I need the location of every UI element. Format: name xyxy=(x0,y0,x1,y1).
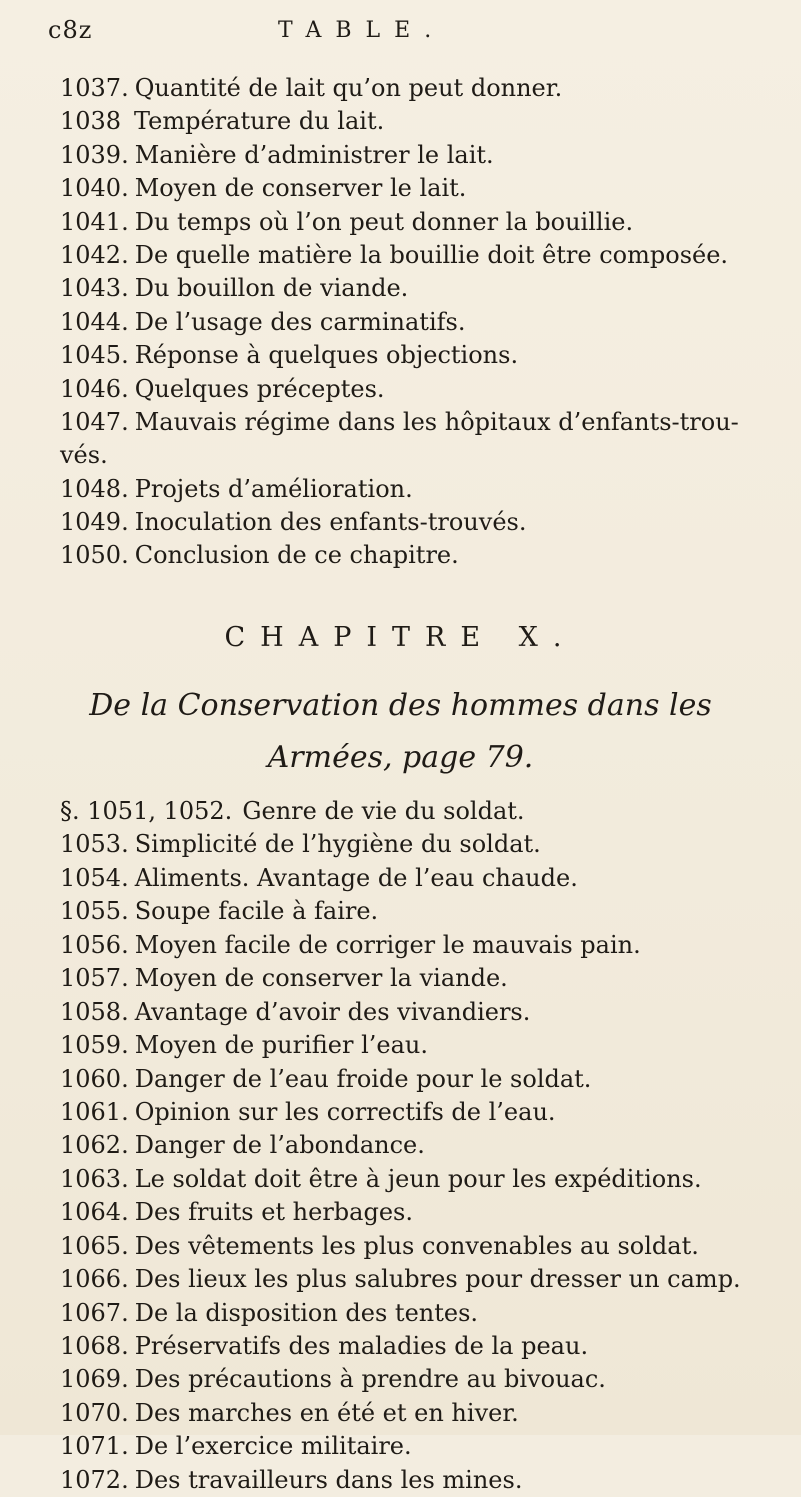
table-entry xyxy=(0,473,801,506)
entry-number: 1042. xyxy=(60,240,129,269)
entry-number: 1063. xyxy=(60,1164,129,1193)
table-entry-continuation xyxy=(0,439,801,472)
entry-text: Moyen de conserver la viande. xyxy=(134,964,508,993)
table-entry xyxy=(0,1297,801,1330)
entry-number: 1061. xyxy=(60,1097,129,1126)
entry-text: De l’exercice militaire. xyxy=(134,1432,412,1461)
entry-text: Réponse à quelques objections. xyxy=(134,341,519,370)
entry-number: 1045. xyxy=(60,341,129,370)
entry-number: 1054. xyxy=(60,863,129,892)
entry-number: 1066. xyxy=(60,1265,129,1294)
entry-text: Danger de l’eau froide pour le soldat. xyxy=(134,1064,592,1093)
entry-text: Préservatifs des maladies de la peau. xyxy=(134,1332,589,1360)
page-number: c8z xyxy=(48,16,93,44)
entry-number: 1043. xyxy=(60,274,129,303)
entry-text: vés. xyxy=(60,441,108,470)
table-entry xyxy=(0,1363,801,1396)
table-entries-top xyxy=(0,72,801,573)
entry-text: Des précautions à prendre au bivouac. xyxy=(134,1365,606,1394)
table-entry xyxy=(0,406,801,439)
entry-text: Le soldat doit être à jeun pour les expéditions. xyxy=(134,1164,702,1193)
table-entry xyxy=(0,539,801,572)
entry-text: Manière d’administrer le lait. xyxy=(134,140,494,169)
table-entry xyxy=(0,929,801,962)
entry-number: 1064. xyxy=(60,1198,129,1227)
entry-text: Danger de l’abondance. xyxy=(134,1131,425,1160)
entry-text: Température du lait. xyxy=(134,107,385,136)
entry-text: Soupe facile à faire. xyxy=(134,897,379,926)
entry-number: 1059. xyxy=(60,1031,129,1060)
entry-text: Aliments. Avantage de l’eau chaude. xyxy=(134,863,578,892)
entry-text: Projets d’amélioration. xyxy=(134,474,413,503)
entry-text: Du temps où l’on peut donner la bouillie. xyxy=(134,207,634,236)
table-entry xyxy=(0,1096,801,1129)
table-entry xyxy=(0,1330,801,1363)
entry-number: §. 1051, 1052. xyxy=(60,797,233,825)
table-entry xyxy=(0,1464,801,1497)
table-entry xyxy=(0,1263,801,1296)
table-entry xyxy=(0,1129,801,1162)
entry-number: 1048. xyxy=(60,474,129,503)
entry-text: De la disposition des tentes. xyxy=(134,1298,479,1327)
entry-number: 1038 xyxy=(60,107,122,136)
entry-number: 1053. xyxy=(60,830,129,859)
entry-number: 1044. xyxy=(60,307,129,336)
entry-text: Des travailleurs dans les mines. xyxy=(134,1465,523,1494)
table-entry xyxy=(0,795,801,828)
entry-text: Inoculation des enfants-trouvés. xyxy=(134,508,527,537)
entry-text: Moyen de purifier l’eau. xyxy=(134,1031,428,1060)
page-header xyxy=(48,16,768,56)
entry-number: 1047. xyxy=(60,407,129,436)
entry-number: 1071. xyxy=(60,1432,129,1461)
entry-text: De quelle matière la bouillie doit être composée. xyxy=(134,240,729,269)
table-entry xyxy=(0,339,801,372)
entry-text: Des marches en été et en hiver. xyxy=(134,1398,519,1427)
entry-number: 1072. xyxy=(60,1465,129,1494)
table-entry xyxy=(0,1230,801,1263)
table-entries-bottom xyxy=(0,795,801,1497)
table-entry xyxy=(0,306,801,339)
entry-number: 1056. xyxy=(60,930,129,959)
entry-text: Du bouillon de viande. xyxy=(134,274,409,303)
entry-number: 1039. xyxy=(60,140,129,169)
entry-number: 1065. xyxy=(60,1231,129,1260)
entry-text: Conclusion de ce chapitre. xyxy=(134,541,459,570)
table-entry xyxy=(0,272,801,305)
table-entry xyxy=(0,373,801,406)
entry-number: 1040. xyxy=(60,174,129,203)
entry-number: 1070. xyxy=(60,1398,129,1427)
entry-number: 1041. xyxy=(60,207,129,236)
entry-number: 1062. xyxy=(60,1131,129,1160)
table-entry xyxy=(0,72,801,105)
table-entry xyxy=(0,1397,801,1430)
entry-number: 1058. xyxy=(60,997,129,1026)
entry-text: De l’usage des carminatifs. xyxy=(134,307,466,336)
chapter-title-line: De la Conservation des hommes dans les xyxy=(89,688,712,723)
entry-number: 1049. xyxy=(60,508,129,537)
table-entry xyxy=(0,1430,801,1463)
table-entry xyxy=(0,862,801,895)
entry-number: 1046. xyxy=(60,374,129,403)
running-title: TABLE. xyxy=(278,18,446,43)
entry-number: 1067. xyxy=(60,1298,129,1327)
entry-text: Genre de vie du soldat. xyxy=(242,797,525,825)
table-entry xyxy=(0,828,801,861)
table-entry xyxy=(0,1063,801,1096)
entry-text: Quantité de lait qu’on peut donner. xyxy=(134,74,563,102)
entry-text: Des vêtements les plus convenables au soldat. xyxy=(134,1231,699,1260)
chapter-heading: CHAPITRE X. xyxy=(224,622,577,653)
entry-text: Simplicité de l’hygiène du soldat. xyxy=(134,830,541,859)
table-entry xyxy=(0,895,801,928)
entry-number: 1057. xyxy=(60,964,129,993)
entry-number: 1050. xyxy=(60,541,129,570)
table-entry xyxy=(0,962,801,995)
entry-number: 1069. xyxy=(60,1365,129,1394)
table-entry xyxy=(0,139,801,172)
table-entry xyxy=(0,996,801,1029)
table-entry xyxy=(0,1029,801,1062)
entry-number: 1060. xyxy=(60,1064,129,1093)
table-entry xyxy=(0,105,801,138)
table-entry xyxy=(0,206,801,239)
entry-text: Moyen de conserver le lait. xyxy=(134,174,467,203)
table-entry xyxy=(0,172,801,205)
entry-number: 1037. xyxy=(60,74,129,102)
entry-text: Moyen facile de corriger le mauvais pain. xyxy=(134,930,641,959)
entry-text: Des fruits et herbages. xyxy=(134,1198,413,1227)
entry-text: Des lieux les plus salubres pour dresser un camp. xyxy=(134,1265,741,1294)
entry-text: Opinion sur les correctifs de l’eau. xyxy=(134,1097,556,1126)
entry-number: 1055. xyxy=(60,897,129,926)
chapter-title xyxy=(0,680,801,784)
chapter-title-line: Armées, page 79. xyxy=(267,740,534,775)
entry-text: Quelques préceptes. xyxy=(134,374,385,403)
table-entry xyxy=(0,1163,801,1196)
entry-number: 1068. xyxy=(60,1332,129,1360)
table-entry xyxy=(0,1196,801,1229)
table-entry xyxy=(0,506,801,539)
entry-text: Avantage d’avoir des vivandiers. xyxy=(134,997,531,1026)
entry-text: Mauvais régime dans les hôpitaux d’enfants-trou- xyxy=(134,407,739,436)
table-entry xyxy=(0,239,801,272)
